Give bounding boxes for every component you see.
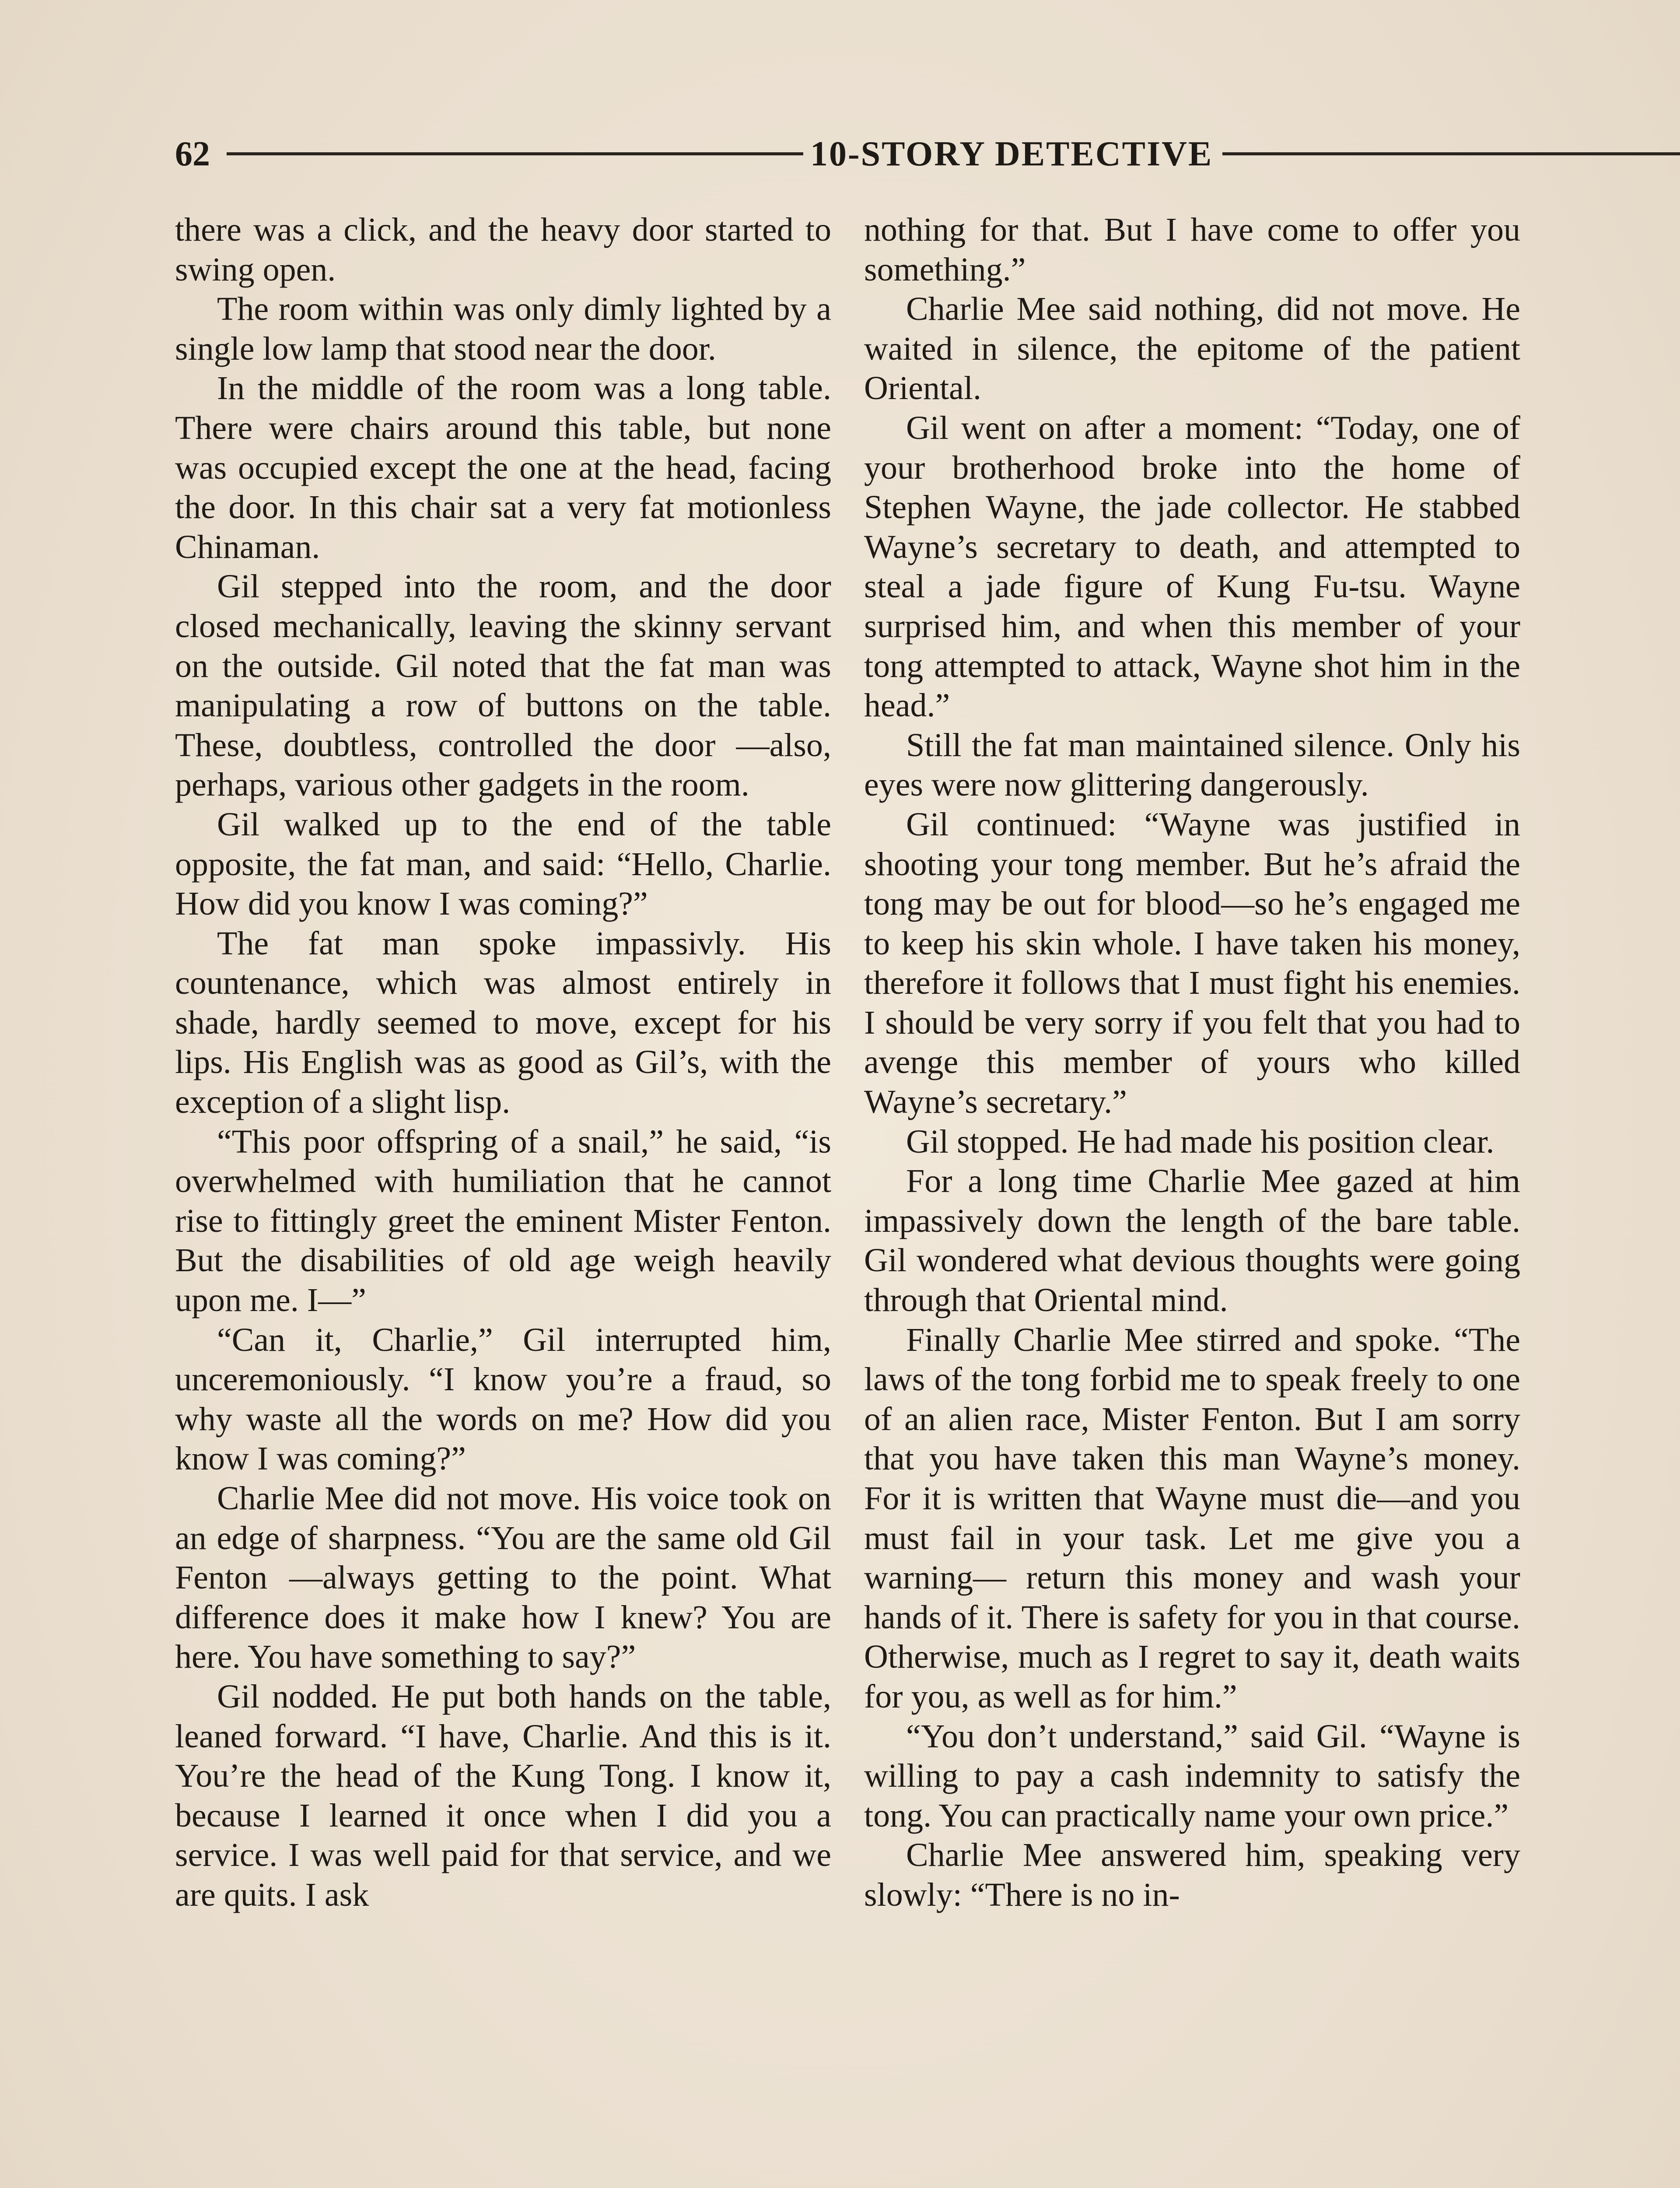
paragraph: “Can it, Charlie,” Gil interrupted him, unceremoniously. “I know you’re a fraud, so why waste all the words on me? How did you know I was coming?”	[175, 1321, 831, 1477]
paragraph: Gil nodded. He put both hands on the table, leaned forward. “I have, Charlie. And this is it. You’re the head of the Kung Tong. I know it, because I learned it once when I did you a service. I was well paid for that service, and we are quits. I ask	[175, 1678, 831, 1913]
paragraph: Gil walked up to the end of the table opposite, the fat man, and said: “Hello, Charlie. How did you know I was coming?”	[175, 806, 831, 922]
paragraph: Charlie Mee answered him, speaking very slowly: “There is no in-	[864, 1837, 1520, 1913]
paragraph: Gil stepped into the room, and the door closed mechanically, leaving the skinny servant on the outside. Gil noted that the fat man was manipulating a row of buttons on the table. These, doubtless, controlled the door —also, perhaps, various other gadgets in the room.	[175, 568, 831, 803]
paragraph: “This poor offspring of a snail,” he said, “is overwhelmed with humiliation that he cannot rise to fittingly greet the eminent Mister Fenton. But the disabilities of old age weigh heavily upon me. I—”	[175, 1123, 831, 1319]
paragraph: there was a click, and the heavy door started to swing open.	[175, 211, 831, 288]
paragraph: The fat man spoke impassivly. His countenance, which was almost entirely in shade, hardly seemed to move, except for his lips. His English was as good as Gil’s, with the exception of a slight lisp.	[175, 925, 831, 1121]
paragraph: For a long time Charlie Mee gazed at him impassively down the length of the bare table. Gil wondered what devious thoughts were going through that Oriental mind.	[864, 1163, 1520, 1319]
paragraph: Finally Charlie Mee stirred and spoke. “The laws of the tong forbid me to speak freely to one of an alien race, Mister Fenton. But I am sorry that you have taken this man Wayne’s money. For it is written that Wayne must die—and you must fail in your task. Let me give you a warning— return this money and wash your hands of it. There is safety for you in that course. Otherwise, much as I regret to say it, death waits for you, as well as for him.”	[864, 1321, 1520, 1715]
page-header	[175, 128, 1505, 180]
paragraph: Gil went on after a moment: “Today, one of your brotherhood broke into the home of Stephen Wayne, the jade collector. He stabbed Wayne’s secretary to death, and attempted to steal a jade figure of Kung Fu-tsu. Wayne surprised him, and when this member of your tong attempted to attack, Wayne shot him in the head.”	[864, 409, 1520, 724]
paragraph: The room within was only dimly lighted by a single low lamp that stood near the door.	[175, 291, 831, 367]
paragraph: Still the fat man maintained silence. Only his eyes were now glittering dangerously.	[864, 726, 1520, 803]
magazine-title: 10-STORY DETECTIVE	[810, 135, 1213, 173]
paragraph: Gil continued: “Wayne was justified in shooting your tong member. But he’s afraid the tong may be out for blood—so he’s engaged me to keep his skin whole. I have taken his money, therefore it follows that I must fight his enemies. I should be very sorry if you felt that you had to avenge this member of yours who killed Wayne’s secretary.”	[864, 806, 1520, 1121]
header-rule-right	[1222, 152, 1680, 155]
paragraph: “You don’t understand,” said Gil. “Wayne is willing to pay a cash indemnity to satisfy the tong. You can practically name your own price.”	[864, 1718, 1520, 1834]
paragraph: In the middle of the room was a long table. There were chairs around this table, but none was occupied except the one at the head, facing the door. In this chair sat a very fat motionless Chinaman.	[175, 370, 831, 565]
paragraph: nothing for that. But I have come to offer you something.”	[864, 211, 1520, 288]
paragraph: Charlie Mee said nothing, did not move. He waited in silence, the epitome of the patient Oriental.	[864, 291, 1520, 407]
left-text-column	[175, 210, 831, 1915]
paragraph: Gil stopped. He had made his position clear.	[906, 1123, 1494, 1160]
paragraph: Charlie Mee did not move. His voice took on an edge of sharpness. “You are the same old Gil Fenton —always getting to the point. What difference does it make how I knew? You are here. You have something to say?”	[175, 1480, 831, 1676]
right-text-column	[864, 210, 1520, 1915]
page-number: 62	[175, 135, 210, 173]
header-rule-left	[227, 152, 803, 155]
